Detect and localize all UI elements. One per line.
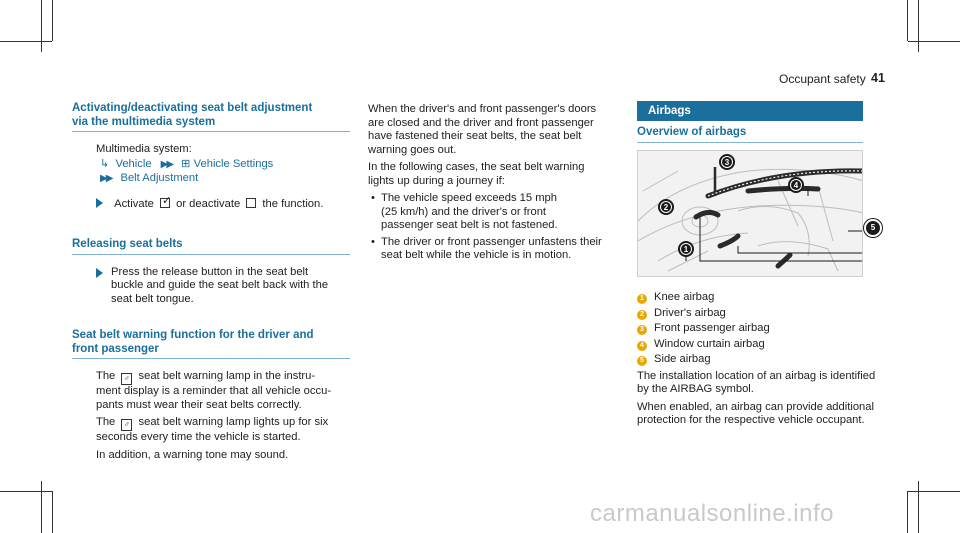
callout-badge-5: 5	[864, 219, 882, 237]
heading-rule	[637, 142, 863, 143]
crop-mark	[908, 491, 960, 492]
crop-mark	[52, 0, 53, 41]
svg-text:3: 3	[724, 158, 730, 167]
airbag-paragraph-1: The installation location of an airbag is identified by the AIRBAG symbol.	[637, 369, 876, 395]
heading-releasing-seat-belts: Releasing seat belts	[72, 238, 183, 250]
step-release: Press the release button in the seat belt buckle and guide the seat belt back with the seat belt tongue.	[72, 266, 350, 307]
crop-mark	[52, 491, 53, 533]
heading-rule	[72, 358, 350, 359]
heading-rule	[72, 131, 350, 132]
legend-item: 5 Side airbag	[637, 352, 877, 368]
menu-vehicle[interactable]: Vehicle	[115, 157, 152, 170]
middle-paragraph-1: When the driver's and front passenger's doors are closed and the driver and front passenger have fastened their seat belts, the seat belt warning goes out.	[368, 103, 597, 156]
menu-belt-adjustment[interactable]: Belt Adjustment	[120, 172, 199, 184]
multimedia-label: Multimedia system:	[96, 143, 192, 155]
crop-mark	[907, 491, 908, 533]
airbag-legend	[637, 290, 877, 428]
crop-mark	[41, 0, 42, 52]
middle-paragraph-2: In the following cases, the seat belt warning lights up during a journey if:	[368, 161, 585, 187]
legend-item: 3 Front passenger airbag	[637, 321, 877, 337]
bullet-dot: •	[371, 192, 375, 204]
seat-belt-icon: ♂	[121, 373, 132, 385]
return-arrow-icon: ↳	[100, 157, 110, 170]
legend-item: 4 Window curtain airbag	[637, 337, 877, 353]
heading-rule	[72, 254, 350, 255]
step-triangle-icon	[96, 268, 103, 278]
page-number: 41	[871, 71, 885, 85]
heading-seat-belt-adjustment: Activating/deactivating seat belt adjustment via the multimedia system	[72, 102, 313, 128]
double-chevron-icon: ▶▶	[100, 173, 112, 184]
airbag-paragraph-2: When enabled, an airbag can provide additional protection for the respective vehicle occupant.	[637, 400, 874, 426]
legend-item: 1 Knee airbag	[637, 290, 877, 306]
warning-paragraph-2: The ♂ seat belt warning lamp lights up for six seconds every time the vehicle is started.	[96, 416, 329, 443]
crop-mark	[908, 41, 960, 42]
section-title-airbags: Airbags	[637, 101, 863, 121]
heading-overview-airbags: Overview of airbags	[637, 126, 747, 138]
crop-mark	[918, 481, 919, 533]
seat-belt-icon: ♂	[121, 419, 132, 431]
double-chevron-icon: ▶▶	[160, 158, 173, 170]
svg-text:1: 1	[683, 245, 689, 254]
menu-vehicle-settings[interactable]: Vehicle Settings	[193, 157, 274, 170]
menu-path	[72, 143, 350, 186]
right-heading-block	[637, 126, 863, 143]
running-header: Occupant safety	[779, 72, 866, 86]
heading-seat-belt-warning: Seat belt warning function for the driver and front passenger	[72, 329, 314, 355]
crop-mark	[41, 481, 42, 533]
crop-mark	[907, 0, 908, 41]
empty-box-icon	[246, 198, 256, 208]
legend-badge: 3	[637, 325, 647, 335]
bullet-speed: • The vehicle speed exceeds 15 mph (25 km/h) and the driver's or front passenger seat belt is not fastened.	[371, 192, 558, 231]
middle-column	[368, 103, 620, 263]
crop-mark	[918, 0, 919, 52]
warning-paragraph-1: The ♂ seat belt warning lamp in the instru- ment display is a reminder that all vehicle occu- pants must wear their seat belts correctly.	[96, 370, 332, 411]
legend-item: 2 Driver's airbag	[637, 306, 877, 322]
left-column	[72, 102, 350, 462]
car-interior-drawing	[638, 151, 863, 277]
svg-text:2: 2	[663, 203, 669, 212]
legend-badge: 2	[637, 310, 647, 320]
step-triangle-icon	[96, 198, 103, 208]
bullet-unfasten: • The driver or front passenger unfastens their seat belt while the vehicle is in motion.	[371, 235, 602, 261]
watermark: carmanualsonline.info	[590, 500, 834, 527]
checked-box-icon: ✓	[162, 194, 172, 207]
crop-mark	[0, 41, 52, 42]
legend-badge: 4	[637, 341, 647, 351]
svg-text:4: 4	[793, 181, 799, 190]
bullet-dot: •	[371, 235, 375, 248]
legend-badge: 5	[637, 356, 647, 366]
settings-car-icon: ⊞	[181, 157, 191, 170]
step-activate: Activate ✓ or deactivate the function.	[72, 198, 350, 212]
airbag-illustration	[637, 150, 863, 277]
crop-mark	[0, 491, 52, 492]
legend-badge: 1	[637, 294, 647, 304]
warning-paragraph-3: In addition, a warning tone may sound.	[96, 448, 289, 461]
